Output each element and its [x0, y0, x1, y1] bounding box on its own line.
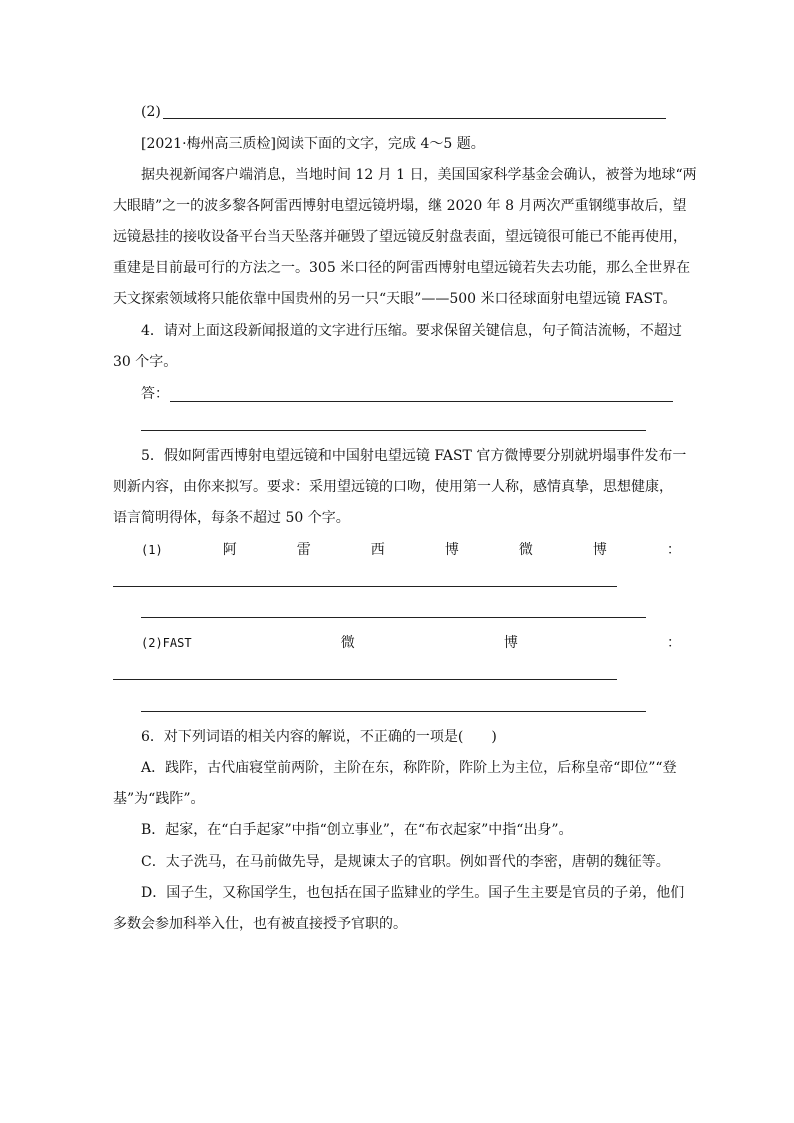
q5-2-char: 博: [503, 635, 518, 651]
q5-1-char: 博: [444, 542, 459, 558]
q6-stem: 6．对下列词语的相关内容的解说，不正确的一项是( ): [141, 729, 497, 745]
q5-2-answer-line-2: [141, 711, 646, 712]
q5-1-char: 雷: [296, 542, 311, 558]
q5-2-label: [141, 633, 681, 653]
q5-2-colon: ：: [667, 635, 681, 651]
q4-line-1: 4．请对上面这段新闻报道的文字进行压缩。要求保留关键信息，句子简洁流畅，不超过: [141, 323, 682, 339]
q4-answer-line-1: [170, 401, 673, 402]
answer-label: 答：: [141, 386, 169, 402]
q5-1-char: 博: [592, 542, 607, 558]
q2-label: (2): [141, 104, 161, 120]
q4-answer-line-2: [141, 430, 646, 431]
q5-line-2: 则新内容，由你来拟写。要求：采用望远镜的口吻，使用第一人称，感情真挚，思想健康，: [113, 479, 673, 495]
passage-line-4: 重建是目前最可行的方法之一。305 米口径的阿雷西博射电望远镜若失去功能，那么全世界在: [113, 260, 691, 276]
q4-line-2: 30 个字。: [113, 354, 178, 370]
q5-1-answer-line-2: [141, 617, 646, 618]
passage-line-3: 远镜悬挂的接收设备平台当天坠落并砸毁了望远镜反射盘表面，望远镜很可能已不能再使用，: [113, 229, 687, 245]
source-heading: [2021·梅州高三质检]阅读下面的文字，完成 4～5 题。: [141, 136, 485, 152]
q5-line-3: 语言简明得体，每条不超过 50 个字。: [113, 510, 350, 526]
q5-2-answer-line-1: [113, 679, 617, 680]
passage-line-2: 大眼睛”之一的波多黎各阿雷西博射电望远镜坍塌，继 2020 年 8 月两次严重钢缆事故后，望: [113, 198, 687, 214]
q5-1-char: 西: [370, 542, 385, 558]
option-d-line-1: D．国子生，又称国学生，也包括在国子监肄业的学生。国子生主要是官员的子弟，他们: [141, 885, 685, 901]
q5-1-char: 微: [518, 542, 533, 558]
q2-answer-line: [163, 118, 666, 119]
option-d-line-2: 多数会参加科举入仕，也有被直接授予官职的。: [113, 916, 407, 932]
q5-line-1: 5．假如阿雷西博射电望远镜和中国射电望远镜 FAST 官方微博要分别就坍塌事件发布一: [141, 448, 687, 464]
q5-1-label: [141, 540, 681, 560]
option-b: B．起家，在“白手起家”中指“创立事业”，在“布衣起家”中指“出身”。: [141, 822, 573, 838]
q5-1-answer-line-1: [113, 586, 617, 587]
q5-2-char: 微: [340, 635, 355, 651]
passage-line-5: 天文探索领域将只能依靠中国贵州的另一只“天眼”——500 米口径球面射电望远镜 FAST。: [113, 291, 677, 307]
option-a-line-2: 基”为“践阼”。: [113, 791, 205, 807]
q5-1-number: (1): [141, 543, 163, 557]
option-a-line-1: A．践阼，古代庙寝堂前两阶，主阶在东，称阼阶，阼阶上为主位，后称皇帝“即位”“登: [141, 760, 677, 776]
q5-1-char: 阿: [222, 542, 237, 558]
option-c: C．太子洗马，在马前做先导，是规谏太子的官职。例如晋代的李密，唐朝的魏征等。: [141, 854, 670, 870]
passage-line-1: 据央视新闻客户端消息，当地时间 12 月 1 日，美国国家科学基金会确认，被誉为地球“两: [141, 167, 697, 183]
q5-1-colon: ：: [666, 542, 681, 558]
q5-2-number: (2)FAST: [141, 636, 192, 650]
